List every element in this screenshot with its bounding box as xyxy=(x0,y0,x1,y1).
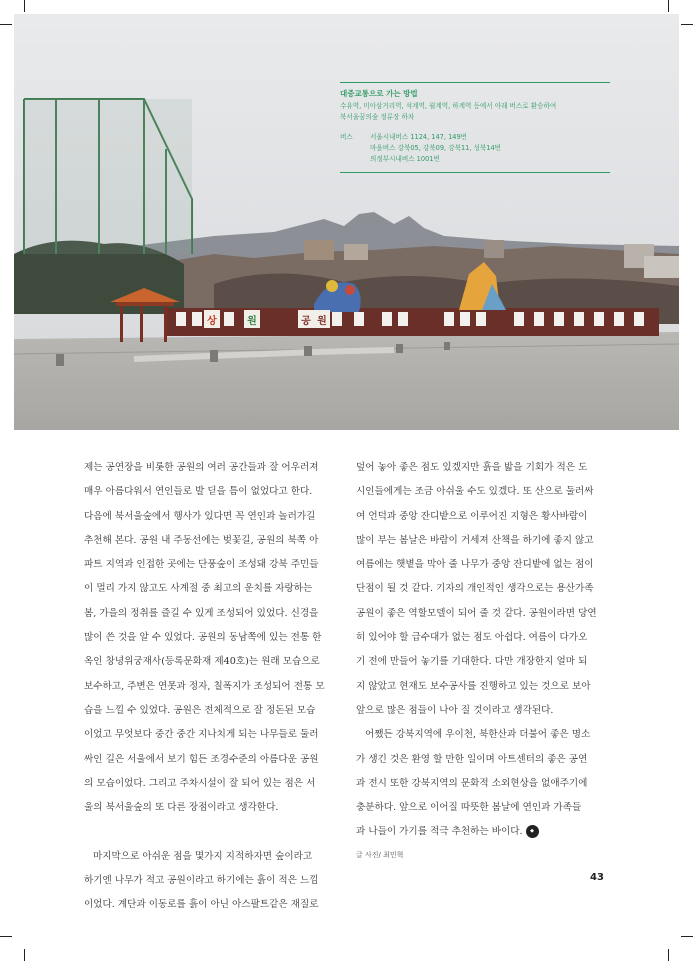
text-line: 매우 아름다워서 연인들로 발 딛을 틈이 없었다고 한다. xyxy=(84,486,313,498)
crop-mark xyxy=(24,0,25,12)
transit-intro-line: 수유역, 미아삼거리역, 석계역, 월계역, 하계역 등에서 아래 버스로 환승하여 xyxy=(340,102,557,110)
transit-heading: 대중교통으로 가는 방법 xyxy=(340,89,418,98)
text-line: 과 나들이 가기를 적극 추천하는 바이다. xyxy=(356,826,523,838)
text-line-final xyxy=(356,820,608,844)
text-line: 추천해 본다. 공원 내 주동선에는 벚꽃길, 공원의 북쪽 아 xyxy=(84,534,319,546)
crop-mark xyxy=(668,0,669,12)
divider xyxy=(340,172,610,173)
text-line: 기 전에 만들어 놓기를 기대한다. 다만 개장한지 얼마 되 xyxy=(356,656,588,668)
text-line: 마지막으로 아쉬운 점을 몇가지 지적하자면 숲이라고 xyxy=(93,850,313,862)
text-line: 덮어 놓아 좋은 점도 있겠지만 흙을 밟을 기회가 적은 도 xyxy=(356,462,588,473)
text-line: 이었다. 계단과 이동로를 흙이 아닌 아스팔트같은 재질로 xyxy=(84,899,319,911)
text-line: 많이 부는 봄날은 바람이 거세져 산책을 하기에 좋지 않고 xyxy=(356,534,594,546)
fence-sign-label: 원 xyxy=(317,316,327,327)
plaza-ground xyxy=(14,332,679,430)
text-line: 많이 쓴 것을 알 수 있었다. 공원의 동남쪽에 있는 전통 한 xyxy=(84,632,322,644)
text-line: 옥인 창녕위궁재사(등록문화재 제40호)는 원래 모습으로 xyxy=(84,656,320,668)
article-column-left xyxy=(84,456,336,918)
text-line: 어쨌든 강북지역에 우이천, 북한산과 더불어 좋은 명소 xyxy=(365,729,591,741)
divider xyxy=(340,82,610,83)
text-line: 하기엔 나무가 적고 공원이라고 하기에는 흙이 적은 느낌 xyxy=(84,875,319,887)
bus-info xyxy=(340,132,610,165)
text-line: 앞으로 많은 점들이 나아 질 것이라고 생각된다. xyxy=(356,704,554,716)
text-line: 이 멀리 가지 않고도 사계절 중 최고의 운치를 자랑하는 xyxy=(84,583,313,595)
bus-line: 서울시내버스 1124, 147, 149번 xyxy=(370,133,468,141)
bus-line: 마을버스 강북05, 강북09, 강북11, 성북14번 xyxy=(370,144,502,152)
fence-sign-label: 상 xyxy=(207,316,217,327)
crop-mark xyxy=(668,949,669,961)
text-line: 이었고 무엇보다 중간 중간 지나치게 되는 나무들로 둘러 xyxy=(84,729,319,741)
park-photo xyxy=(14,14,679,430)
text-line: 다음에 북서울숲에서 행사가 있다면 꼭 연인과 놀러가길 xyxy=(84,510,316,522)
text-line: 제는 공연장을 비롯한 공원의 여러 공간들과 잘 어우러져 xyxy=(84,462,319,473)
bus-line: 의정부시내버스 1001번 xyxy=(370,155,440,163)
crop-mark xyxy=(24,949,25,961)
text-line: 시인들에게는 조금 아쉬울 수도 있겠다. 또 산으로 둘러싸 xyxy=(356,486,594,498)
text-line: 여름에는 햇볕을 막아 줄 나무가 중앙 잔디밭에 없는 점이 xyxy=(356,559,594,571)
text-line: 히 있어야 할 급수대가 없는 점도 아쉽다. 여름이 다가오 xyxy=(356,632,588,644)
end-mark-icon: ◆ xyxy=(526,825,539,838)
transit-info-box xyxy=(340,82,610,173)
crop-mark xyxy=(0,936,12,937)
text-line: 봄, 가을의 정취를 즐길 수 있게 조성되어 있었다. 신경을 xyxy=(84,607,319,619)
text-line: 의 모습이었다. 그리고 주차시설이 잘 되어 있는 점은 서 xyxy=(84,777,316,789)
fence-sign-label: 원 xyxy=(247,316,257,327)
fence xyxy=(164,308,659,336)
article-column-right xyxy=(356,456,608,865)
bus-label: 버스 xyxy=(340,133,353,141)
crop-mark xyxy=(681,936,693,937)
text-line: 지 않았고 현재도 보수공사를 진행하고 있는 것으로 보아 xyxy=(356,680,591,692)
text-line: 가 생긴 것은 환영 할 만한 일이며 아트센터의 좋은 공연 xyxy=(356,753,588,765)
fence-sign-label: 공 xyxy=(301,316,311,327)
text-line: 단점이 될 것 같다. 기자의 개인적인 생각으로는 용산가족 xyxy=(356,583,594,595)
page-number: 43 xyxy=(590,872,604,883)
text-line: 울의 북서울숲의 또 다른 장점이라고 생각한다. xyxy=(84,802,279,814)
text-line: 습을 느낄 수 있었다. 공원은 전체적으로 잘 정돈된 모습 xyxy=(84,704,316,716)
text-line: 과 전시 또한 강북지역의 문화적 소외현상을 없애주기에 xyxy=(356,777,588,789)
crop-mark xyxy=(0,24,12,25)
text-line: 공원이 좋은 역할모델이 되어 줄 것 같다. 공원이라면 당연 xyxy=(356,607,597,619)
transit-intro-line: 북서울꿈의숲 정류장 하차 xyxy=(340,113,415,121)
text-line: 파트 지역과 인접한 곳에는 단풍숲이 조성돼 강북 주민들 xyxy=(84,559,319,571)
text-line: 충분하다. 앞으로 이어질 따뜻한 봄날에 연인과 가족들 xyxy=(356,802,582,814)
photo-credit: 글 사진/ 최민혁 xyxy=(356,850,404,859)
text-line: 여 언덕과 중앙 잔디밭으로 이루어진 지형은 황사바람이 xyxy=(356,510,588,522)
text-line: 싸인 길은 서울에서 보기 힘든 조경수준의 아름다운 공원 xyxy=(84,753,319,765)
crop-mark xyxy=(681,24,693,25)
text-line: 보수하고, 주변은 연못과 정자, 칠폭지가 조성되어 전통 모 xyxy=(84,680,325,692)
